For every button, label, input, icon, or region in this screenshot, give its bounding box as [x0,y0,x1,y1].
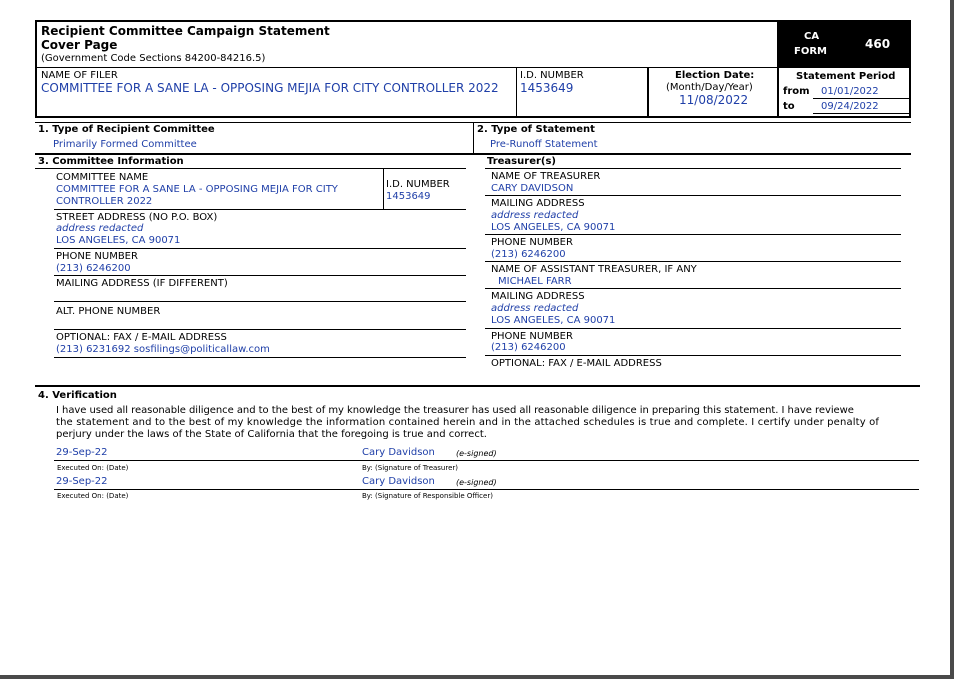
committee-id-divider [383,168,384,209]
committee-fax-value: (213) 6231692 sosfilings@politicallaw.com [56,344,270,355]
phone-label: PHONE NUMBER [56,251,138,262]
street-rule [54,248,466,249]
section2-heading: 2. Type of Statement [477,124,595,135]
committee-fax-label: OPTIONAL: FAX / E-MAIL ADDRESS [56,332,227,343]
asst-treasurer-name: MICHAEL FARR [498,276,572,287]
treasurers-heading: Treasurer(s) [487,156,556,167]
treasurer-name-rule [485,195,901,196]
treasurer-esigned: (e-signed) [456,449,497,458]
period-from-date: 01/01/2022 [821,86,879,97]
treasurer-mailing-city: LOS ANGELES, CA 90071 [491,222,616,233]
section3-heading: 3. Committee Information [38,156,184,167]
verification-text-line3: perjury under the laws of the State of California that the foregoing is true and correct. [56,429,487,440]
mailing-label: MAILING ADDRESS (IF DIFFERENT) [56,278,228,289]
title-divider [35,67,777,68]
executed-caption-1: Executed On: (Date) [57,464,129,472]
election-label: Election Date: [675,70,755,81]
treasurer-fax-label: OPTIONAL: FAX / E-MAIL ADDRESS [491,358,662,369]
period-to-date: 09/24/2022 [821,101,879,112]
treasurer-label: NAME OF TREASURER [491,171,601,182]
form-title: Recipient Committee Campaign Statement [41,24,330,38]
verification-text-line1: I have used all reasonable diligence and to the best of my knowledge the treasurer has used all reasonable diligence in preparing this statement. I have reviewe [56,405,854,416]
filer-name: COMMITTEE FOR A SANE LA - OPPOSING MEJIA FOR CITY CONTROLLER 2022 [41,81,499,95]
asst-treasurer-label: NAME OF ASSISTANT TREASURER, IF ANY [491,264,697,275]
asst-mailing-label: MAILING ADDRESS [491,291,585,302]
asst-mailing-rule [485,328,901,329]
section1-heading: 1. Type of Recipient Committee [38,124,215,135]
alt-phone-rule [54,329,466,330]
mailing-rule [54,301,466,302]
verification-text-line2: the statement and to the best of my knowledge the information contained herein and in the attached schedules is true and complete. I certify under penalty of [56,417,880,428]
executed-caption-2: Executed On: (Date) [57,492,129,500]
form-badge-label: FORM [794,46,827,57]
period-to-underline [813,113,909,114]
executed-date-2: 29-Sep-22 [56,476,108,487]
filer-divider-3 [777,67,779,118]
election-format: (Month/Day/Year) [666,82,753,93]
committee-id: 1453649 [386,191,431,202]
asst-mailing-city: LOS ANGELES, CA 90071 [491,315,616,326]
treasurer-name: CARY DAVIDSON [491,183,574,194]
treasurer-phone: (213) 6246200 [491,249,566,260]
filer-id-label: I.D. NUMBER [520,70,584,81]
treasurer-mailing-rule [485,234,901,235]
treasurer-mailing-redacted: address redacted [491,210,579,221]
street-redacted: address redacted [56,223,144,234]
section3-heading-rule [35,168,466,169]
section3-top-rule [35,153,911,155]
period-label: Statement Period [796,71,896,82]
filer-id: 1453649 [520,81,574,95]
asst-treasurer-rule [485,288,901,289]
asst-phone: (213) 6246200 [491,342,566,353]
officer-signature-caption: By: (Signature of Responsible Officer) [362,492,493,500]
asst-phone-label: PHONE NUMBER [491,331,573,342]
committee-fax-rule [54,357,466,358]
filer-divider-2 [647,67,649,118]
form-subtitle: Cover Page [41,38,118,52]
committee-name-rule [54,209,466,210]
period-to-label: to [783,101,795,112]
officer-signature: Cary Davidson [362,476,435,487]
committee-id-label: I.D. NUMBER [386,179,450,190]
treasurer-phone-rule [485,261,901,262]
section12-divider [473,122,474,154]
section2-value: Pre-Runoff Statement [490,139,598,150]
phone-value: (213) 6246200 [56,263,131,274]
treasurer-signature-caption: By: (Signature of Treasurer) [362,464,459,472]
section1-value: Primarily Formed Committee [53,139,197,150]
executed-date-1: 29-Sep-22 [56,447,108,458]
election-date: 11/08/2022 [679,93,749,107]
signature-rule-2 [54,489,919,490]
treasurer-signature: Cary Davidson [362,447,435,458]
asst-mailing-redacted: address redacted [491,303,579,314]
section4-top-rule [35,385,920,387]
signature-rule-1 [54,460,919,461]
filer-divider-1 [516,67,517,118]
committee-name-line2: CONTROLLER 2022 [56,196,153,207]
gov-code: (Government Code Sections 84200-84216.5) [41,53,266,64]
period-from-underline [813,98,909,99]
section4-heading: 4. Verification [38,390,117,401]
officer-esigned: (e-signed) [456,478,497,487]
form-badge-ca: CA [804,31,820,42]
street-label: STREET ADDRESS (NO P.O. BOX) [56,212,218,223]
treasurer-phone-label: PHONE NUMBER [491,237,573,248]
period-from-label: from [783,86,810,97]
phone-rule [54,275,466,276]
form-badge [777,20,911,68]
treasurers-heading-rule [485,168,901,169]
form-number: 460 [865,37,891,51]
treasurer-mailing-label: MAILING ADDRESS [491,198,585,209]
committee-name-line1: COMMITTEE FOR A SANE LA - OPPOSING MEJIA FOR CITY [56,184,338,195]
alt-phone-label: ALT. PHONE NUMBER [56,306,161,317]
filer-name-label: NAME OF FILER [41,70,118,81]
street-city: LOS ANGELES, CA 90071 [56,235,181,246]
committee-name-label: COMMITTEE NAME [56,172,149,183]
asst-phone-rule [485,355,901,356]
